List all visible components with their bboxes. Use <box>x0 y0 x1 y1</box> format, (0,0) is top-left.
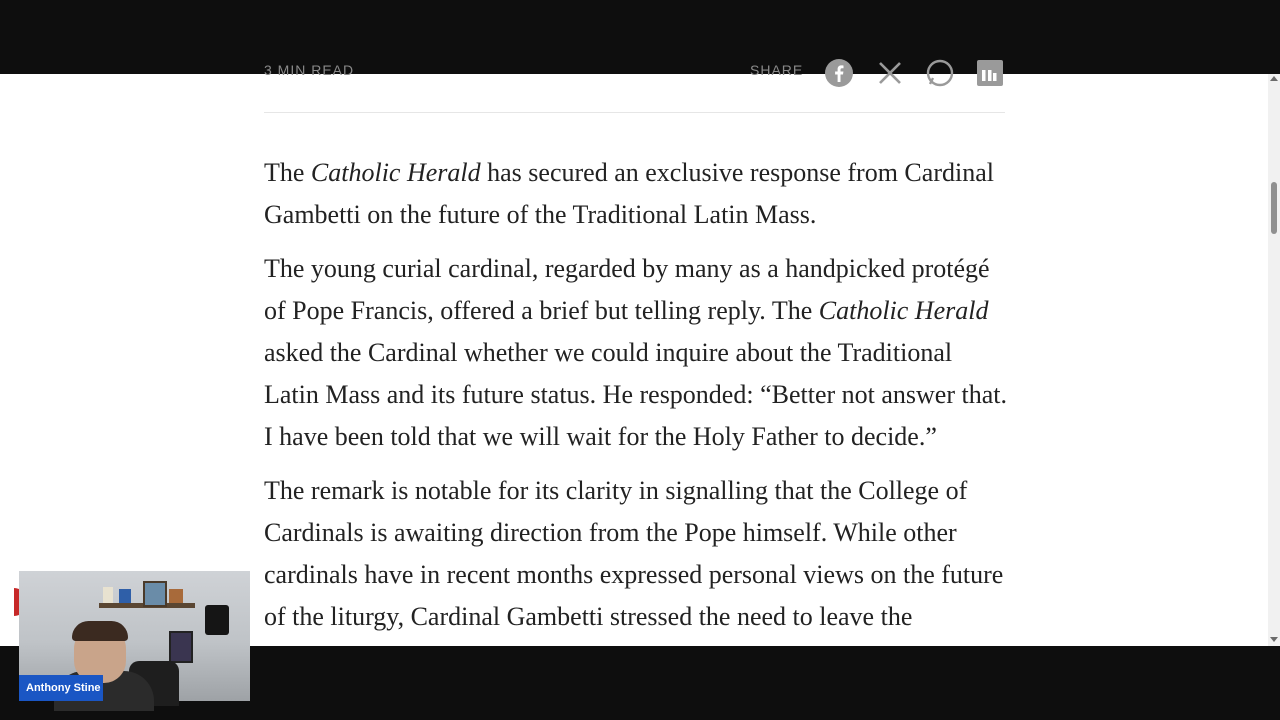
whatsapp-icon[interactable] <box>925 58 955 88</box>
share-label: SHARE <box>750 62 804 78</box>
speaker <box>205 605 229 635</box>
flag <box>119 589 131 603</box>
person-hair <box>72 621 128 641</box>
streamer-name-tag: Anthony Stine <box>19 675 103 701</box>
linkedin-icon[interactable] <box>975 58 1005 88</box>
scroll-thumb[interactable] <box>1271 182 1277 234</box>
wall-poster <box>169 631 193 663</box>
article-body <box>264 152 1009 650</box>
x-icon[interactable] <box>875 58 905 88</box>
statue <box>103 587 113 603</box>
scroll-down-arrow-icon[interactable] <box>1270 637 1278 642</box>
paragraph-3: The remark is notable for its clarity in signalling that the College of Cardinals is awaiting direction from the Pope himself. While other cardinals have in recent months expressed personal views on the future of the liturgy, Cardinal Gambetti stressed the need to leave the <box>264 476 1004 631</box>
framed-picture <box>143 581 167 607</box>
article-page <box>0 62 1268 646</box>
shelf-box <box>169 589 183 603</box>
publication-name: Catholic Herald <box>310 158 481 187</box>
paragraph-1: The Catholic Herald has secured an exclusive response from Cardinal Gambetti on the future of the Traditional Latin Mass. <box>264 158 994 229</box>
article-meta-row <box>264 58 1005 94</box>
scroll-up-arrow-icon[interactable] <box>1270 76 1278 81</box>
meta-divider <box>264 112 1005 113</box>
publication-name: Catholic Herald <box>818 296 989 325</box>
paragraph-2: The young curial cardinal, regarded by many as a handpicked protégé of Pope Francis, offered a brief but telling reply. The Catholic Herald asked the Cardinal whether we could inquire about the Traditional Latin Mass and its future status. He responded: “Better not answer that. I have been told that we will wait for the Holy Father to decide.” <box>264 254 1007 451</box>
read-time: 3 MIN READ <box>264 62 355 78</box>
vertical-scrollbar[interactable] <box>1268 74 1280 646</box>
facebook-icon[interactable] <box>824 58 854 88</box>
webcam-overlay <box>19 571 250 701</box>
